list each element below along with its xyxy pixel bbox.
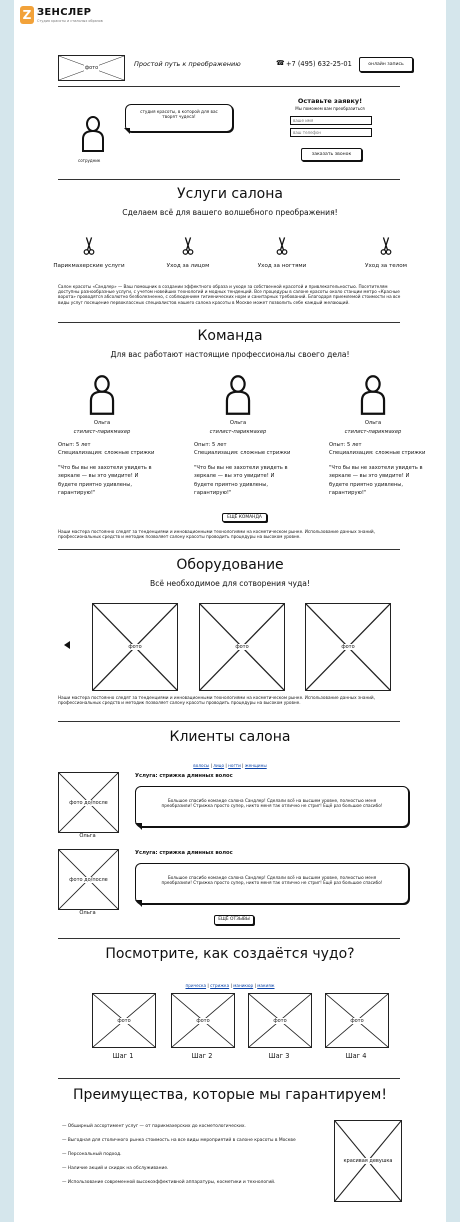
- services-description: Салон красоты «Сандлер» — Ваш помощник в создании эффектного образа и уходе за собственной красотой и привлекательностью. Посетителям доступны разнообразные услуги, с учетом новейших технологий и модных тенденций. Все процедуры в салоне красоты около станции метро «Красные ворота» проводятся абсолютно безболезненно, с соблюдением гигиенических норм и санитарных требований. Благодаря приемлемой стоимости на все виды услуг посещение первоклассных специалистов нашего салона красоты в Москве может позволить себе каждый желающий.: [58, 284, 401, 305]
- advantage-item: — Использование современной высокоэффективной аппаратуры, косметики и технологий.: [62, 1180, 276, 1185]
- logo[interactable]: [20, 4, 110, 28]
- process-filter-link[interactable]: маникюр: [233, 983, 254, 988]
- advantage-item: — Наличие акций и скидок на обслуживание.: [62, 1166, 169, 1171]
- step-photo: фото: [325, 993, 389, 1048]
- divider: [58, 322, 400, 323]
- equipment-photo: фото: [305, 603, 391, 691]
- team-description: Наши мастера постоянно следят за тенденциями и инновационными технологиями на косметическом рынке. Использование данных знаний, профессиональных средств и методик позволяет салону красоты проводить процедуры на высоком уровне.: [58, 529, 375, 540]
- team-member-role: стилист-парикмахер: [209, 429, 267, 435]
- request-form-title: Оставьте заявку!: [297, 97, 363, 105]
- speech-bubble: студия красоты, в которой для вас творят чудеса!: [125, 104, 233, 132]
- step-label: Шаг 1: [112, 1052, 134, 1060]
- carousel-prev-arrow-icon[interactable]: [64, 641, 70, 649]
- equipment-photo: фото: [92, 603, 178, 691]
- phone-input[interactable]: [290, 128, 372, 137]
- step-photo: фото: [248, 993, 312, 1048]
- divider: [58, 179, 400, 180]
- process-filters: прическа | стрижка | маникюр | макияж: [185, 983, 275, 988]
- review-text-bubble: Большое спасибо команде салона Сандлер! Сделали всё на высшем уровне, полностью меня преобразили! Стрижка просто супер, никто меня так отлично не стриг! Ещё раз большое спасибо!: [135, 863, 409, 904]
- divider: [58, 86, 400, 87]
- divider: [58, 1078, 400, 1079]
- page: [14, 0, 446, 1222]
- advantages-title: Преимущества, которые мы гарантируем!: [73, 1087, 387, 1103]
- equipment-photo: фото: [199, 603, 285, 691]
- name-input[interactable]: [290, 116, 372, 125]
- team-member-quote: "Что бы вы не захотели увидеть в зеркале — вы это увидите! И будете приятно удивлены, гарантирую!": [329, 465, 423, 497]
- client-filter-link[interactable]: женщины: [244, 763, 267, 768]
- team-member-quote: "Что бы вы не захотели увидеть в зеркале — вы это увидите! И будете приятно удивлены, гарантирую!": [194, 465, 288, 497]
- clients-filters: волосы | лицо | ногти | женщины: [193, 763, 267, 768]
- request-form-subtitle: Мы поможем вам преобразиться: [295, 106, 365, 111]
- review-text-bubble: Большое спасибо команде салона Сандлер! Сделали всё на высшем уровне, полностью меня преобразили! Стрижка просто супер, никто меня так отлично не стриг! Ещё раз большое спасибо!: [135, 786, 409, 827]
- team-member-specialization: Специализация: сложные стрижки: [194, 450, 291, 456]
- advantage-item: — Персональный подход.: [62, 1152, 122, 1157]
- team-member-specialization: Специализация: сложные стрижки: [329, 450, 426, 456]
- advantage-item: — Выгодная для столичного рынка стоимость на все виды мероприятий в салоне красоты в Москве: [62, 1138, 296, 1143]
- team-member-specialization: Специализация: сложные стрижки: [58, 450, 155, 456]
- scissors-icon: [182, 236, 194, 256]
- services-subtitle: Сделаем всё для вашего волшебного преображения!: [122, 208, 338, 217]
- header-logo-placeholder: фото: [58, 55, 125, 81]
- advantages-photo: красивая девушка: [334, 1120, 402, 1202]
- divider: [58, 938, 400, 939]
- advantage-item: — Обширный ассортимент услуг — от парикмахерских до косметологических.: [62, 1124, 246, 1129]
- team-subtitle: Для вас работают настоящие профессионалы своего дела!: [110, 350, 350, 359]
- step-label: Шаг 2: [191, 1052, 213, 1060]
- equipment-title: Оборудование: [176, 557, 284, 573]
- review-service: Услуга: стрижка длинных волос: [135, 850, 233, 856]
- team-member-name: Ольга: [93, 420, 111, 426]
- team-member-role: стилист-парикмахер: [344, 429, 402, 435]
- team-member-experience: Опыт: 5 лет: [58, 442, 91, 448]
- review-client-name: Ольга: [79, 910, 96, 916]
- team-member-avatar-icon: [358, 374, 388, 416]
- service-label[interactable]: Уход за лицом: [166, 263, 210, 269]
- review-bubble-tail: [135, 823, 142, 830]
- team-member-name: Ольга: [229, 420, 247, 426]
- team-member-quote: "Что бы вы не захотели увидеть в зеркале — вы это увидите! И будете приятно удивлены, гарантирую!": [58, 465, 152, 497]
- step-label: Шаг 4: [345, 1052, 367, 1060]
- review-client-name: Ольга: [79, 833, 96, 839]
- phone-icon: ☎: [276, 59, 285, 67]
- more-reviews-button[interactable]: ЕЩЁ ОТЗЫВЫ: [214, 915, 254, 925]
- process-filter-link[interactable]: стрижка: [210, 983, 230, 988]
- service-label[interactable]: Уход за ногтями: [257, 263, 307, 269]
- review-before-after-photo: фото до/после: [58, 772, 119, 833]
- divider: [58, 549, 400, 550]
- step-label: Шаг 3: [268, 1052, 290, 1060]
- divider: [58, 721, 400, 722]
- online-booking-button[interactable]: онлайн запись: [359, 57, 413, 72]
- client-filter-link[interactable]: ногти: [228, 763, 241, 768]
- equipment-description: Наши мастера постоянно следят за тенденциями и инновационными технологиями на косметическом рынке. Использование данных знаний, профессиональных средств и методик позволяет салону красоты проводить процедуры на высоком уровне.: [58, 695, 375, 706]
- step-photo: фото: [171, 993, 235, 1048]
- scissors-icon: [83, 236, 95, 256]
- logo-mark-icon: Z: [20, 6, 34, 24]
- team-title: Команда: [197, 328, 263, 344]
- logo-text: ЗЕНСЛЕР: [37, 7, 92, 18]
- process-filter-link[interactable]: макияж: [257, 983, 275, 988]
- service-label[interactable]: Парикмахерские услуги: [53, 263, 125, 269]
- team-member-name: Ольга: [364, 420, 382, 426]
- services-title: Услуги салона: [177, 186, 283, 202]
- client-filter-link[interactable]: лицо: [213, 763, 225, 768]
- team-member-avatar-icon: [223, 374, 253, 416]
- employee-avatar-icon: [80, 115, 106, 153]
- review-service: Услуга: стрижка длинных волос: [135, 773, 233, 779]
- client-filter-link[interactable]: волосы: [193, 763, 210, 768]
- team-member-experience: Опыт: 5 лет: [329, 442, 362, 448]
- scissors-icon: [380, 236, 392, 256]
- review-bubble-tail: [135, 900, 142, 907]
- more-team-button[interactable]: ЕЩЁ КОМАНДА: [222, 513, 267, 522]
- logo-subtitle: Студия красоты и стильных образов: [37, 19, 103, 23]
- team-member-experience: Опыт: 5 лет: [194, 442, 227, 448]
- step-photo: фото: [92, 993, 156, 1048]
- team-member-role: стилист-парикмахер: [73, 429, 131, 435]
- process-filter-link[interactable]: прическа: [185, 983, 207, 988]
- clients-title: Клиенты салона: [169, 729, 291, 745]
- review-before-after-photo: фото до/после: [58, 849, 119, 910]
- service-label[interactable]: Уход за телом: [365, 263, 407, 269]
- process-title: Посмотрите, как создаётся чудо?: [105, 946, 355, 962]
- employee-caption: сотрудник: [78, 158, 101, 163]
- phone-number[interactable]: +7 (495) 632-25-01: [286, 60, 352, 68]
- slogan: Простой путь к преображению: [134, 60, 241, 68]
- speech-bubble-tail: [124, 128, 130, 134]
- request-call-button[interactable]: заказать звонок: [301, 148, 362, 161]
- equipment-subtitle: Всё необходимое для сотворения чуда!: [150, 579, 310, 588]
- team-member-avatar-icon: [87, 374, 117, 416]
- scissors-icon: [276, 236, 288, 256]
